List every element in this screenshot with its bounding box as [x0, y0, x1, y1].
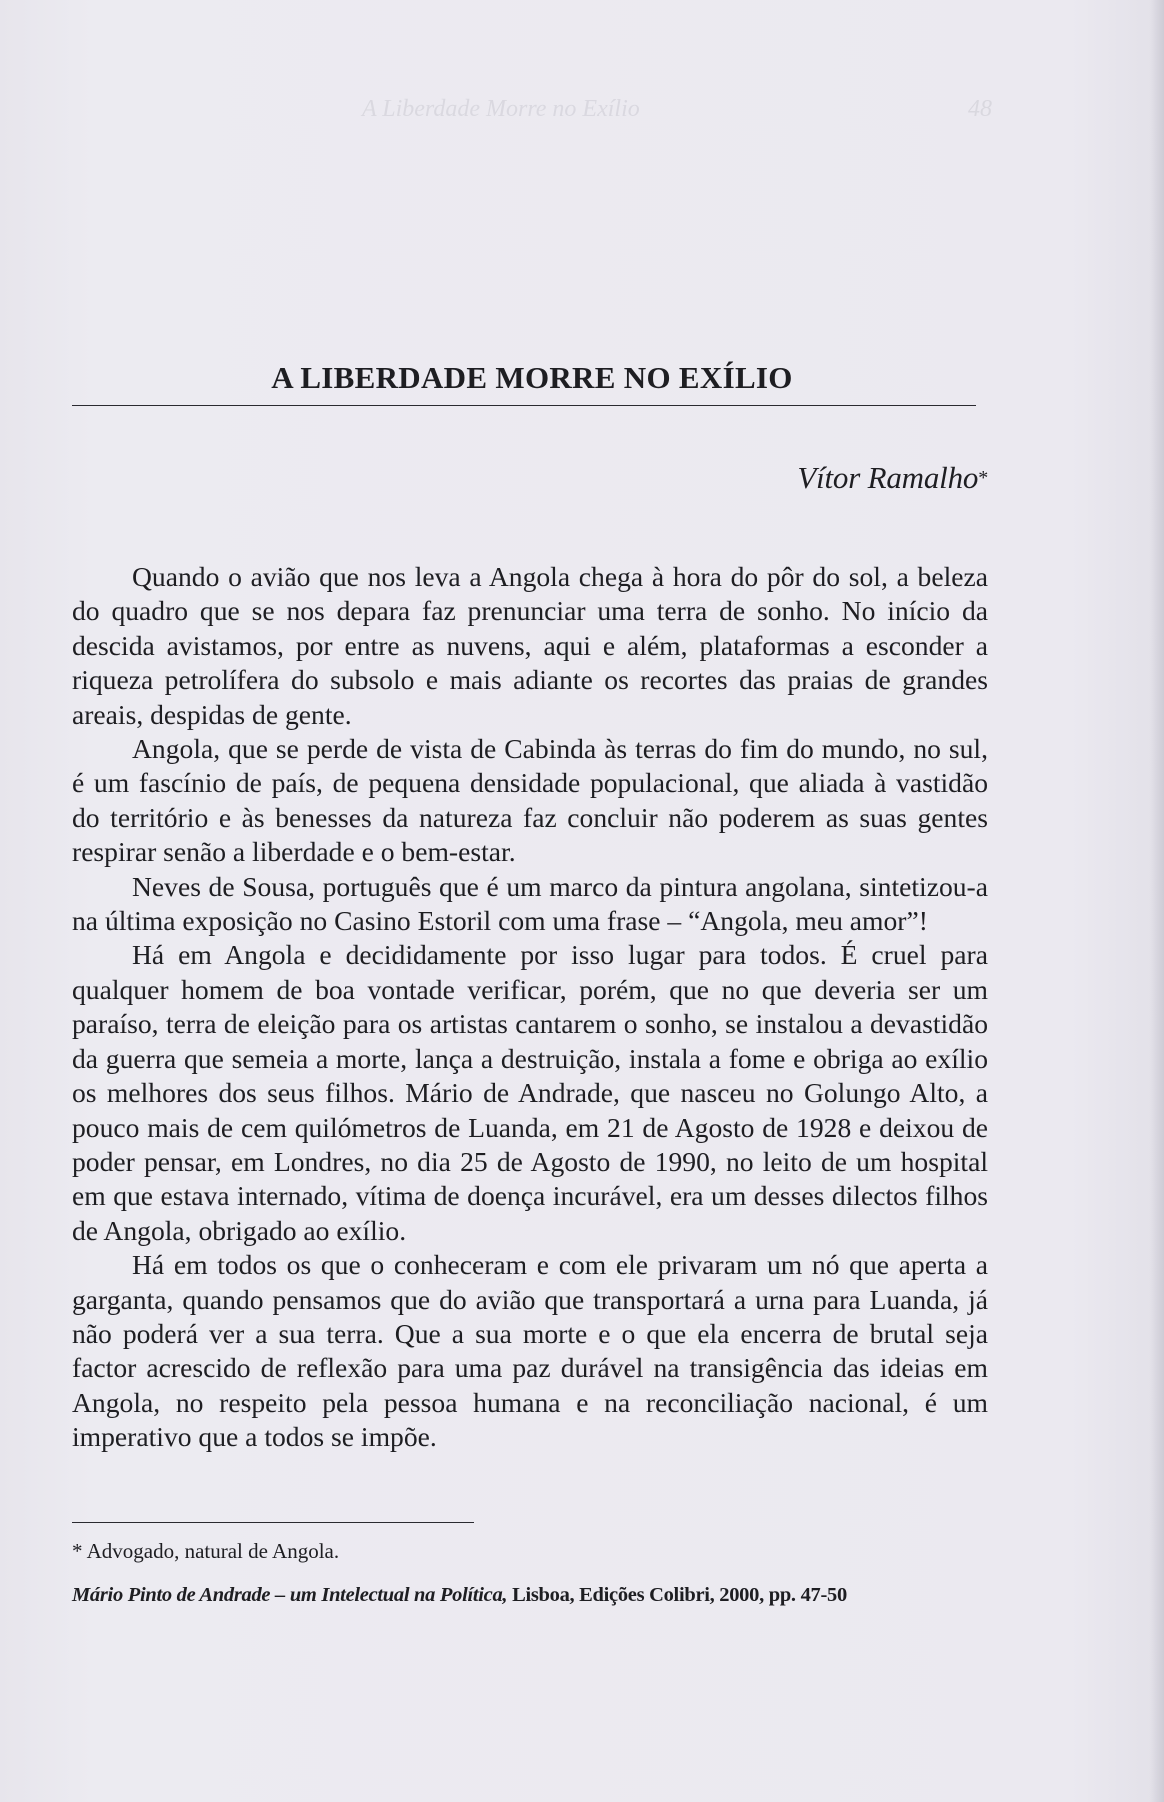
- paragraph: Há em todos os que o conheceram e com ele privaram um nó que aperta a garganta, quando pensamos que do avião que transportará a urna para Luanda, já não poderá ver a sua terra. Que a sua morte e o que ela encerra de brutal seja factor acrescido de reflexão para uma paz durável na transigência das ideias em Angola, no respeito pela pessoa humana e na reconciliação nacional, é um imperativo que a todos se impõe.: [72, 1249, 988, 1453]
- citation-book-title: Mário Pinto de Andrade – um Intelectual na Política,: [72, 1584, 508, 1606]
- article-title: A LIBERDADE MORRE NO EXÍLIO: [271, 360, 793, 395]
- paragraph: Quando o avião que nos leva a Angola chega à hora do pôr do sol, a beleza do quadro que se nos depara faz prenunciar uma terra de sonho. No início da descida avistamos, por entre as nuvens, aqui e além, plataformas a esconder a riqueza petrolífera do subsolo e mais adiante os recortes das praias de grandes areais, despidas de gente.: [72, 561, 988, 730]
- page-edge-shadow: [1150, 0, 1164, 1802]
- author-byline: [797, 460, 988, 496]
- source-citation: [72, 1584, 847, 1607]
- paragraph: Angola, que se perde de vista de Cabinda às terras do fim do mundo, no sul, é um fascínio de país, de pequena densidade populacional, que aliada à vastidão do território e às benesses da natureza faz concluir não poderem as suas gentes respirar senão a liberdade e o bem-estar.: [72, 733, 988, 868]
- running-title: A Liberdade Morre no Exílio: [362, 96, 640, 122]
- author-footnote-marker: *: [978, 467, 988, 489]
- citation-publisher: Lisboa, Edições Colibri, 2000, pp. 47-50: [507, 1584, 847, 1606]
- footnote-rule: [72, 1522, 474, 1523]
- title-rule: [72, 405, 976, 406]
- author-name: Vítor Ramalho: [797, 460, 979, 495]
- footnote: * Advogado, natural de Angola.: [72, 1539, 340, 1563]
- paragraph: Há em Angola e decididamente por isso lugar para todos. É cruel para qualquer homem de boa vontade verificar, porém, que no que deveria ser um paraíso, terra de eleição para os artistas cantarem o sonho, se instalou a devastidão da guerra que semeia a morte, lança a destruição, instala a fome e obriga ao exílio os melhores dos seus filhos. Mário de Andrade, que nasceu no Golungo Alto, a pouco mais de cem quilómetros de Luanda, em 21 de Agosto de 1928 e deixou de poder pensar, em Londres, no dia 25 de Agosto de 1990, no leito de um hospital em que estava internado, vítima de doença incurável, era um desses dilectos filhos de Angola, obrigado ao exílio.: [72, 939, 988, 1246]
- article-body: [72, 560, 988, 1455]
- paragraph: Neves de Sousa, português que é um marco da pintura angolana, sintetizou-a na última exposição no Casino Estoril com uma frase – “Angola, meu amor”!: [72, 870, 988, 937]
- running-header: [72, 96, 992, 130]
- page-number: 48: [968, 96, 992, 122]
